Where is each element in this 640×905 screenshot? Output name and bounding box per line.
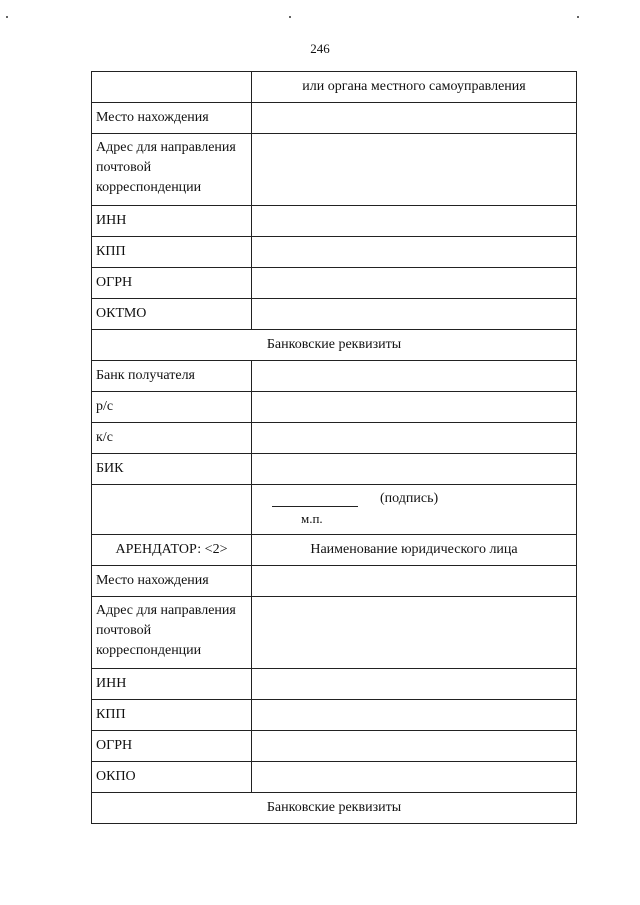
header-continuation-text: или органа местного самоуправления — [252, 72, 577, 103]
table-row — [92, 361, 577, 392]
page-number: 246 — [310, 41, 330, 56]
row-label: Банк получателя — [92, 361, 252, 392]
value-cell — [252, 454, 577, 485]
value-cell — [252, 361, 577, 392]
scan-artifact-dot — [577, 16, 579, 18]
signature-row — [92, 485, 577, 535]
table-row — [92, 597, 577, 669]
row-label: Место нахождения — [92, 103, 252, 134]
requisites-table — [91, 71, 577, 824]
party-header-row — [92, 535, 577, 566]
row-label: ОГРН — [92, 268, 252, 299]
row-label: к/с — [92, 423, 252, 454]
signature-cell — [252, 485, 577, 535]
value-cell — [252, 669, 577, 700]
empty-cell — [92, 485, 252, 535]
value-cell — [252, 299, 577, 330]
bank-heading: Банковские реквизиты — [92, 793, 577, 824]
header-continuation-row — [92, 72, 577, 103]
table-row — [92, 206, 577, 237]
row-label: ОГРН — [92, 731, 252, 762]
value-cell — [252, 237, 577, 268]
value-cell — [252, 103, 577, 134]
row-label: ИНН — [92, 669, 252, 700]
row-label: КПП — [92, 700, 252, 731]
value-cell — [252, 731, 577, 762]
table-row — [92, 454, 577, 485]
row-label: КПП — [92, 237, 252, 268]
row-label: р/с — [92, 392, 252, 423]
table-row — [92, 700, 577, 731]
value-cell — [252, 392, 577, 423]
value-cell — [252, 566, 577, 597]
table-row — [92, 669, 577, 700]
table-row — [92, 423, 577, 454]
party-name-label: Наименование юридического лица — [252, 535, 577, 566]
row-label: ОКПО — [92, 762, 252, 793]
table-row — [92, 237, 577, 268]
row-label: Адрес для направления почтовой корреспонденции — [92, 134, 252, 206]
table-row — [92, 134, 577, 206]
row-label: ИНН — [92, 206, 252, 237]
bank-heading: Банковские реквизиты — [92, 330, 577, 361]
value-cell — [252, 597, 577, 669]
value-cell — [252, 206, 577, 237]
table-row — [92, 299, 577, 330]
value-cell — [252, 762, 577, 793]
table-row — [92, 762, 577, 793]
signature-line — [272, 506, 358, 507]
row-label: БИК — [92, 454, 252, 485]
party-label: АРЕНДАТОР: <2> — [92, 535, 252, 566]
empty-cell — [92, 72, 252, 103]
row-label: Адрес для направления почтовой корреспонденции — [92, 597, 252, 669]
signature-label: (подпись) — [380, 491, 439, 506]
scan-artifact-dot — [6, 16, 8, 18]
bank-heading-row — [92, 330, 577, 361]
stamp-label: м.п. — [301, 511, 323, 526]
table-row — [92, 103, 577, 134]
table-row — [92, 566, 577, 597]
row-label: Место нахождения — [92, 566, 252, 597]
value-cell — [252, 268, 577, 299]
table-row — [92, 392, 577, 423]
value-cell — [252, 700, 577, 731]
row-label: ОКТМО — [92, 299, 252, 330]
value-cell — [252, 134, 577, 206]
table-row — [92, 268, 577, 299]
value-cell — [252, 423, 577, 454]
bank-heading-row — [92, 793, 577, 824]
scan-artifact-dot — [289, 16, 291, 18]
table-row — [92, 731, 577, 762]
